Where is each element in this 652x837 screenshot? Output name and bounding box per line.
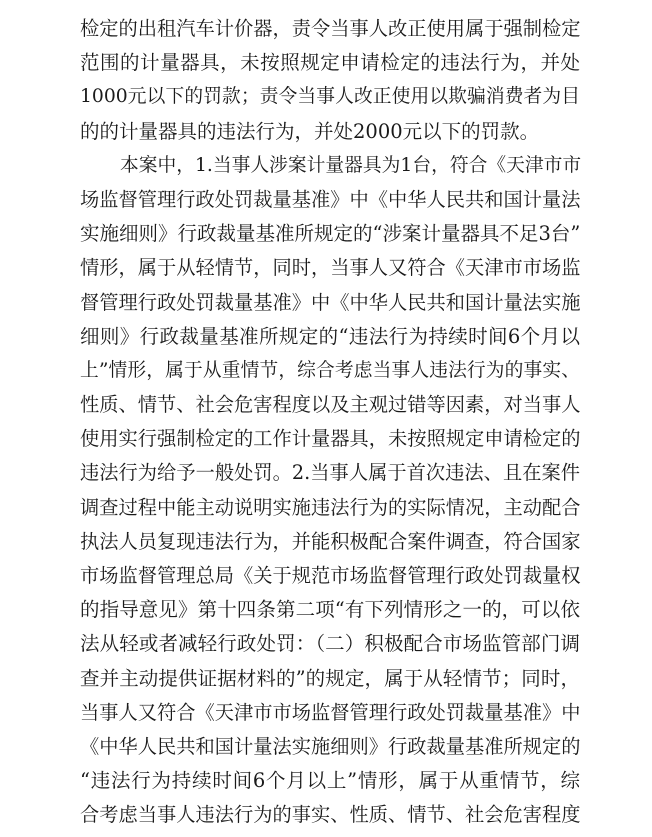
text-line: 市场监督管理总局《关于规范市场监督管理行政处罚裁量权: [80, 564, 581, 587]
text-line: 1000元以下的罚款；责令当事人改正使用以欺骗消费者为目: [80, 86, 580, 108]
text-line: 的指导意见》第十四条第二项“有下列情形之一的，可以依: [80, 598, 580, 622]
text-line: 实施细则》行政裁量基准所规定的“涉案计量器具不足3台”: [80, 222, 581, 246]
text-line: 上”情形，属于从重情节，综合考虑当事人违法行为的事实、: [80, 359, 580, 381]
text-line: 场监督管理行政处罚裁量基准》中《中华人民共和国计量法: [80, 187, 581, 211]
text-line: 督管理行政处罚裁量基准》中《中华人民共和国计量法实施: [80, 290, 581, 314]
text-line: 使用实行强制检定的工作计量器具，未按照规定申请检定的: [80, 427, 581, 451]
text-line: 性质、情节、社会危害程度以及主观过错等因素，对当事人: [80, 393, 581, 417]
text-line: “违法行为持续时间6个月以上”情形，属于从重情节，综: [80, 769, 580, 793]
text-line: 违法行为给予一般处罚。2.当事人属于首次违法、且在案件: [80, 461, 580, 485]
text-line: 细则》行政裁量基准所规定的“违法行为持续时间6个月以: [80, 324, 580, 348]
body-text: [80, 12, 580, 833]
text-line: 情形，属于从轻情节，同时，当事人又符合《天津市市场监: [80, 256, 581, 280]
text-line: 的的计量器具的违法行为，并处2000元以下的罚款。: [80, 119, 540, 143]
text-line: 法从轻或者减轻行政处罚：（二）积极配合市场监管部门调: [80, 632, 580, 656]
text-line: 《中华人民共和国计量法实施细则》行政裁量基准所规定的: [80, 734, 581, 758]
text-line: 范围的计量器具，未按照规定申请检定的违法行为，并处: [80, 51, 580, 75]
text-line: 查并主动提供证据材料的”的规定，属于从轻情节；同时，: [80, 666, 580, 690]
text-line: 合考虑当事人违法行为的事实、性质、情节、社会危害程度: [80, 803, 581, 827]
text-line: 检定的出租汽车计价器，责令当事人改正使用属于强制检定: [80, 17, 581, 40]
text-line: 当事人又符合《天津市市场监督管理行政处罚裁量基准》中: [80, 700, 581, 724]
text-line: 执法人员复现违法行为，并能积极配合案件调查，符合国家: [80, 529, 581, 553]
text-line: 调查过程中能主动说明实施违法行为的实际情况，主动配合: [80, 495, 581, 519]
paragraph-first-line: 本案中，1.当事人涉案计量器具为1台，符合《天津市市: [120, 154, 582, 176]
